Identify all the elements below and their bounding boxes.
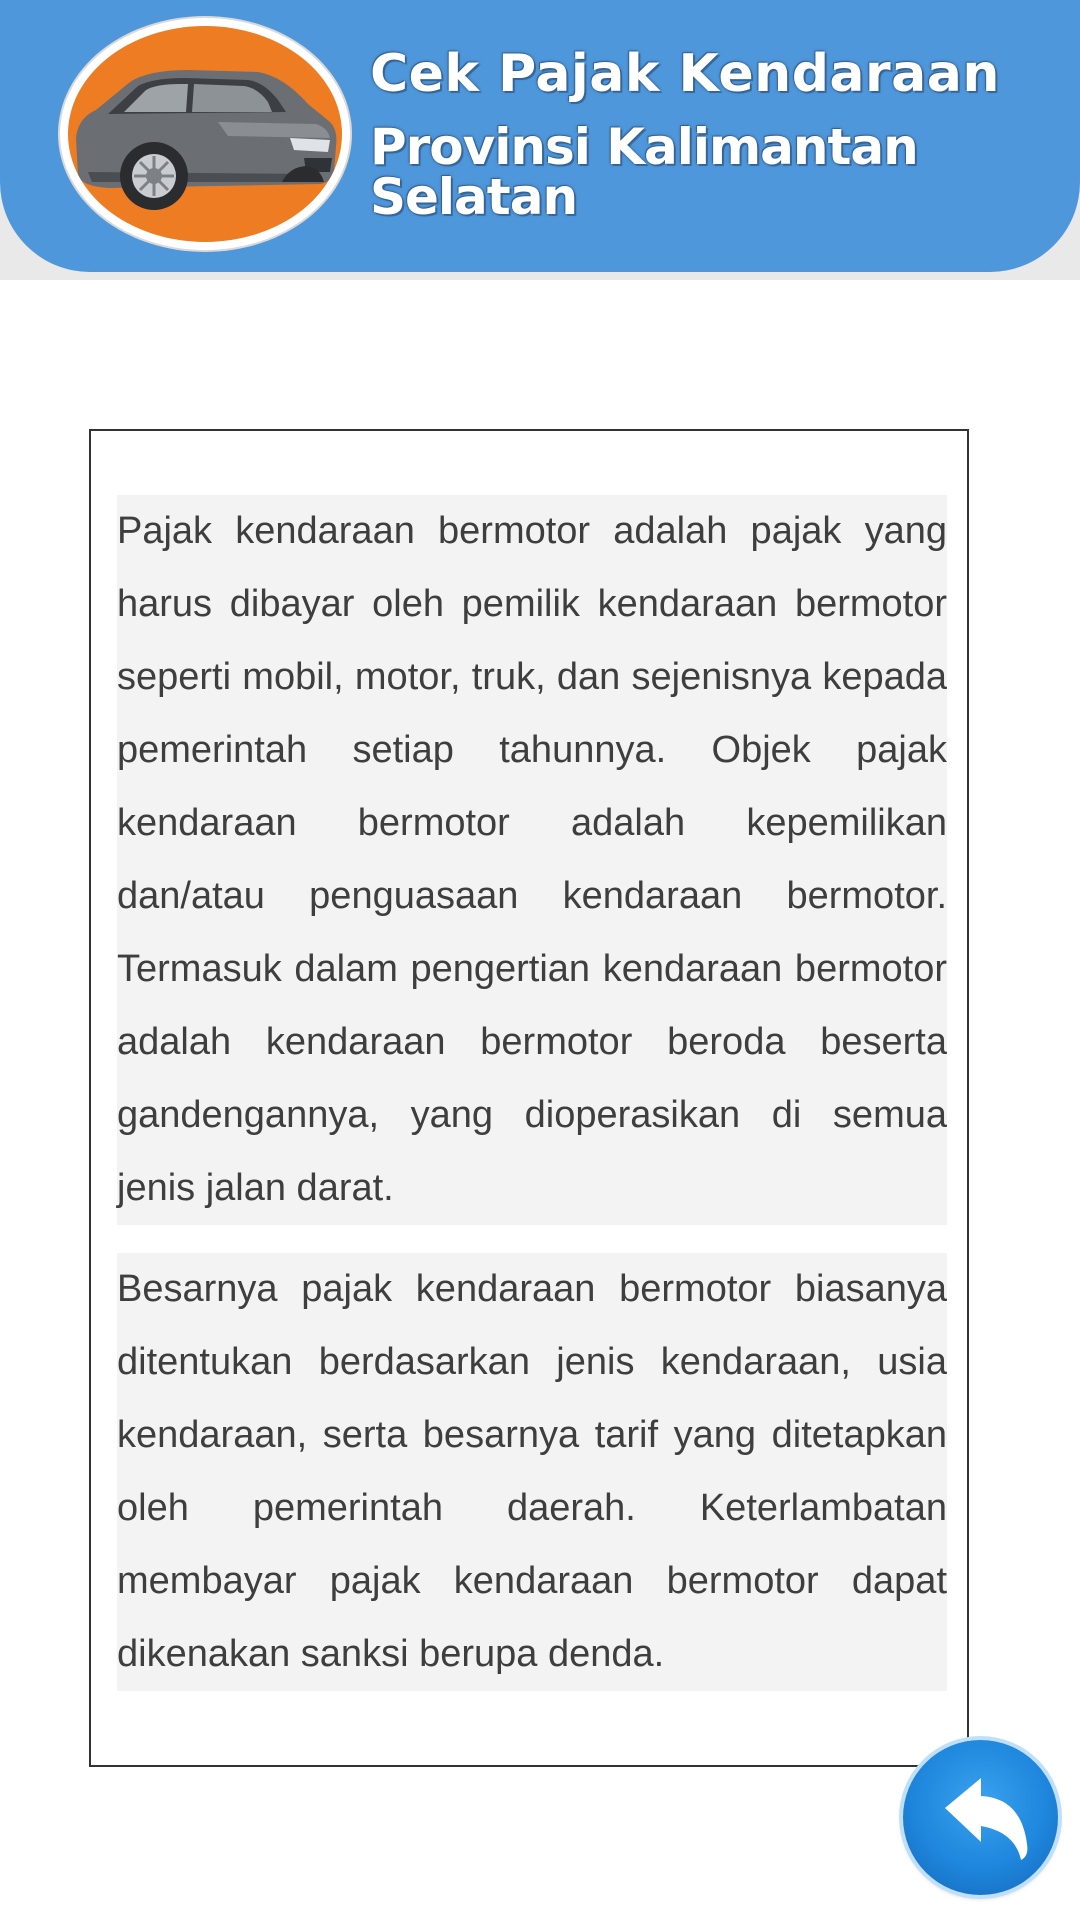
app-logo xyxy=(60,18,350,250)
back-button[interactable] xyxy=(903,1740,1058,1895)
info-paragraph-1: Pajak kendaraan bermotor adalah pajak yang harus dibayar oleh pemilik kendaraan bermotor seperti mobil, motor, truk, dan sejenisnya kepada pemerintah setiap tahunnya. Objek pajak kendaraan bermotor adalah kepemilikan dan/atau penguasaan kendaraan bermotor. Termasuk dalam pengertian kendaraan bermotor adalah kendaraan bermotor beroda beserta gandengannya, yang dioperasikan di semua jenis jalan darat. xyxy=(117,495,947,1225)
info-text xyxy=(117,495,947,1719)
back-arrow-icon xyxy=(903,1740,1058,1895)
info-paragraph-2: Besarnya pajak kendaraan bermotor biasanya ditentukan berdasarkan jenis kendaraan, usia kendaraan, serta besarnya tarif yang ditetapkan oleh pemerintah daerah. Keterlambatan membayar pajak kendaraan bermotor dapat dikenakan sanksi berupa denda. xyxy=(117,1253,947,1691)
app-title-line-1: Cek Pajak Kendaraan xyxy=(370,44,1000,104)
info-panel xyxy=(89,429,969,1767)
app-title xyxy=(370,44,1070,226)
car-icon xyxy=(68,26,342,242)
logo-background xyxy=(68,26,342,242)
app-title-line-2: Provinsi Kalimantan Selatan xyxy=(370,118,918,226)
app-header xyxy=(0,0,1080,272)
